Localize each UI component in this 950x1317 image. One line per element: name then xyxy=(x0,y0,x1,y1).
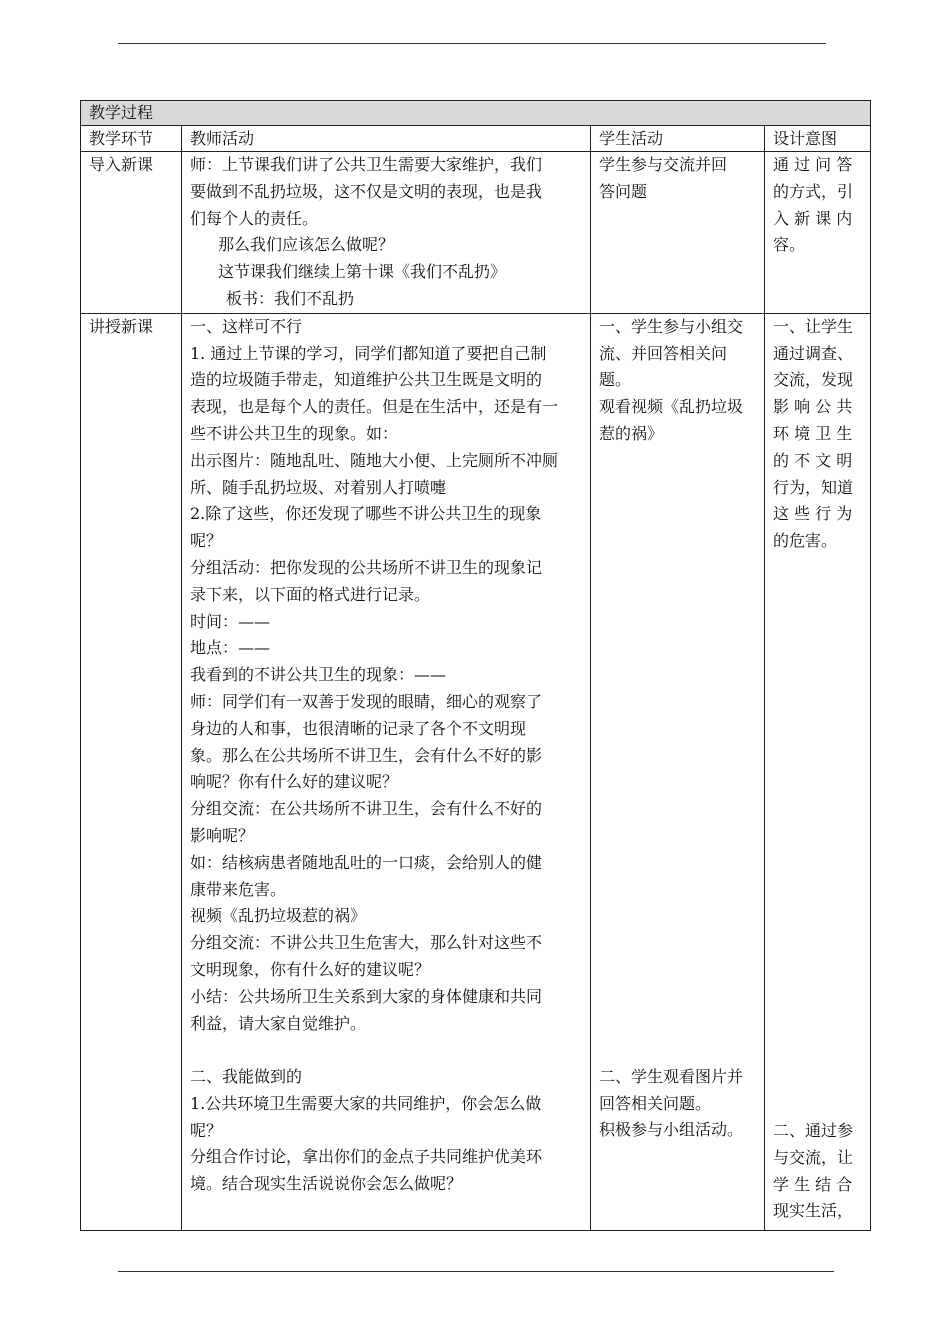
teach-teacher-line: 如：结核病患者随地乱吐的一口痰，会给别人的健 xyxy=(190,852,543,872)
teach-intent-line: 现实生活， xyxy=(773,1201,854,1221)
header-row xyxy=(81,126,871,152)
teach-teacher-line: 响呢？你有什么好的建议呢？ xyxy=(190,772,399,792)
teach-teacher-line: 1. 通过上节课的学习，同学们都知道了要把自己制 xyxy=(190,343,547,363)
teach-intent-line: 二、通过参 xyxy=(773,1120,854,1140)
teach-teacher-line: 表现，也是每个人的责任。但是在生活中，还是有一 xyxy=(190,397,559,417)
teach-intent-line: 这 些 行 为 xyxy=(773,504,853,524)
teach-teacher-line: 利益，请大家自觉维护。 xyxy=(190,1013,367,1033)
teach-student-line: 题。 xyxy=(599,370,632,390)
teach-intent-line: 的 不 文 明 xyxy=(773,450,853,470)
spacer xyxy=(599,448,760,1064)
teach-teacher-activity xyxy=(182,313,591,1230)
teach-teacher-line: 造的垃圾随手带走，知道维护公共卫生既是文明的 xyxy=(190,370,543,390)
teach-design-intent xyxy=(765,313,871,1230)
teach-teacher-line: 所、随手乱扔垃圾、对着别人打喷嚏 xyxy=(190,477,447,497)
teach-student-line: 积极参与小组活动。 xyxy=(599,1120,744,1140)
intro-design-intent xyxy=(765,152,871,314)
header-student-activity: 学生活动 xyxy=(591,126,765,152)
teach-teacher-line: 我看到的不讲公共卫生的现象：—— xyxy=(190,665,447,685)
teach-intent-line: 影 响 公 共 xyxy=(773,397,853,417)
teach-teacher-line: 小结：公共场所卫生关系到大家的身体健康和共同 xyxy=(190,986,543,1006)
teach-student-line: 观看视频《乱扔垃圾 xyxy=(599,397,744,417)
intro-teacher-line: 那么我们应该怎么做呢？ xyxy=(218,235,395,255)
teach-teacher-line: 地点：—— xyxy=(190,638,271,658)
teach-teacher-line: 呢？ xyxy=(190,531,223,551)
teach-student-line: 惹的祸》 xyxy=(599,423,664,443)
header-design-intent: 设计意图 xyxy=(765,126,871,152)
header-rule xyxy=(118,43,826,44)
teach-intent-line: 一、让学生 xyxy=(773,316,854,336)
teach-teacher-line: 些不讲公共卫生的现象。如： xyxy=(190,423,399,443)
teach-row xyxy=(81,313,871,1230)
header-teacher-activity: 教师活动 xyxy=(182,126,591,152)
teach-teacher-line: 象。那么在公共场所不讲卫生，会有什么不好的影 xyxy=(190,745,543,765)
intro-teacher-line: 板书：我们不乱扔 xyxy=(226,288,355,308)
lesson-plan-table xyxy=(80,100,871,1231)
teach-intent-line: 与交流，让 xyxy=(773,1147,854,1167)
teach-teacher-line: 时间：—— xyxy=(190,611,271,631)
intro-intent-line: 通 过 问 答 xyxy=(773,155,853,174)
intro-intent-line: 入 新 课 内 xyxy=(773,208,853,228)
section-title: 教学过程 xyxy=(81,101,871,126)
teach-teacher-line: 影响呢？ xyxy=(190,825,255,845)
teach-teacher-line: 师：同学们有一双善于发现的眼睛，细心的观察了 xyxy=(190,691,543,711)
teach-intent-line: 学 生 结 合 xyxy=(773,1174,853,1194)
intro-teacher-line: 师：上节课我们讲了公共卫生需要大家维护，我们 xyxy=(190,155,543,174)
teach-teacher-line: 分组合作讨论，拿出你们的金点子共同维护优美环 xyxy=(190,1147,543,1167)
intro-teacher-activity xyxy=(182,152,591,314)
teach-intent-line: 交流，发现 xyxy=(773,370,854,390)
teach-teacher-line: 身边的人和事，也很清晰的记录了各个不文明现 xyxy=(190,718,527,738)
intro-teacher-line: 要做到不乱扔垃圾，这不仅是文明的表现，也是我 xyxy=(190,181,543,201)
teach-teacher-line: 康带来危害。 xyxy=(190,879,287,899)
teach-teacher-line: 文明现象，你有什么好的建议呢？ xyxy=(190,959,431,979)
intro-intent-line: 容。 xyxy=(773,235,806,255)
teach-teacher-line: 境。结合现实生活说说你会怎么做呢？ xyxy=(190,1174,463,1194)
teach-teacher-line: 分组交流：在公共场所不讲卫生，会有什么不好的 xyxy=(190,799,543,819)
teach-student-line: 一、学生参与小组交 xyxy=(599,316,744,336)
teach-student-line: 二、学生观看图片并 xyxy=(599,1066,744,1086)
teach-teacher-line: 视频《乱扔垃圾惹的祸》 xyxy=(190,906,367,926)
intro-stage: 导入新课 xyxy=(81,152,182,314)
section-title-row xyxy=(81,101,871,126)
teach-teacher-line: 分组交流：不讲公共卫生危害大，那么针对这些不 xyxy=(190,933,543,953)
intro-intent-line: 的方式，引 xyxy=(773,181,854,201)
teach-teacher-line: 2.除了这些，你还发现了哪些不讲公共卫生的现象 xyxy=(190,504,542,524)
teach-student-line: 回答相关问题。 xyxy=(599,1093,712,1113)
spacer xyxy=(773,555,866,1118)
header-stage: 教学环节 xyxy=(81,126,182,152)
teach-teacher-line: 呢？ xyxy=(190,1120,223,1140)
teach-stage: 讲授新课 xyxy=(81,313,182,1230)
teach-intent-line: 通过调查、 xyxy=(773,343,854,363)
intro-student-line: 答问题 xyxy=(599,181,648,201)
teach-teacher-line: 二、我能做到的 xyxy=(190,1067,303,1087)
teach-teacher-line: 出示图片：随地乱吐、随地大小便、上完厕所不冲厕 xyxy=(190,450,559,470)
teach-intent-line: 环 境 卫 生 xyxy=(773,423,853,443)
teach-student-activity xyxy=(591,313,765,1230)
intro-teacher-line: 这节课我们继续上第十课《我们不乱扔》 xyxy=(218,262,507,282)
intro-teacher-line: 们每个人的责任。 xyxy=(190,208,319,228)
teach-teacher-line: 一、这样可不行 xyxy=(190,316,303,336)
teach-student-line: 流、并回答相关问 xyxy=(599,343,728,363)
intro-student-activity xyxy=(591,152,765,314)
teach-intent-line: 行为，知道 xyxy=(773,477,854,497)
teach-teacher-line: 录下来，以下面的格式进行记录。 xyxy=(190,584,431,604)
teach-intent-line: 的危害。 xyxy=(773,531,838,551)
footer-rule xyxy=(118,1271,834,1272)
teach-teacher-line: 1.公共环境卫生需要大家的共同维护，你会怎么做 xyxy=(190,1093,542,1113)
teach-teacher-line: 分组活动：把你发现的公共场所不讲卫生的现象记 xyxy=(190,557,543,577)
spacer xyxy=(190,1037,586,1064)
intro-student-line: 学生参与交流并回 xyxy=(599,155,728,174)
intro-row xyxy=(81,152,871,314)
